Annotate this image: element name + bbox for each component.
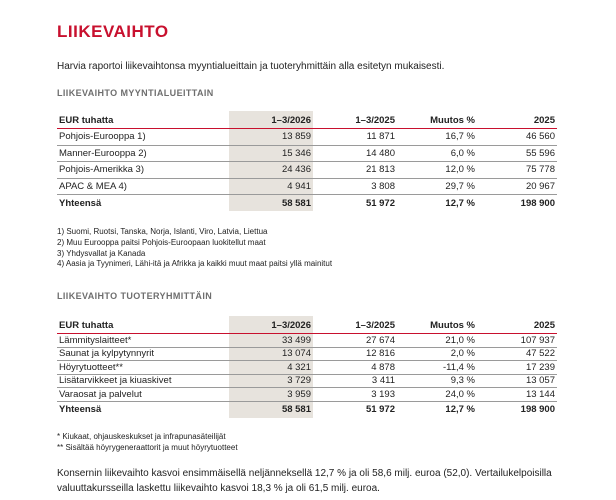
table-total-row <box>57 401 557 418</box>
table-header-row <box>57 111 557 129</box>
closing-paragraph: Konsernin liikevaihto kasvoi ensimmäisellä neljänneksellä 12,7 % ja oli 58,6 milj. euroa (52,0). Vertailukelpoisilla valuuttakursseilla laskettu liikevaihto kasvoi 18,3 % ja oli 61,5 milj. euroa. <box>57 468 552 494</box>
cell-change: 9,3 % <box>397 374 477 388</box>
table-row <box>57 334 557 348</box>
cell-current: 3 729 <box>229 374 313 388</box>
cell-previous: 3 411 <box>313 374 397 388</box>
table-row <box>57 178 557 195</box>
cell-year: 13 144 <box>477 388 557 402</box>
footnote: 3) Yhdysvallat ja Kanada <box>57 248 146 258</box>
cell-current: 4 941 <box>229 178 313 195</box>
cell-year: 46 560 <box>477 129 557 146</box>
cell-current: 13 074 <box>229 347 313 361</box>
cell-current: 15 346 <box>229 145 313 162</box>
footnote: 1) Suomi, Ruotsi, Tanska, Norja, Islanti, Viro, Latvia, Liettua <box>57 227 268 236</box>
cell-previous: 12 816 <box>313 347 397 361</box>
row-label: APAC & MEA 4) <box>57 178 229 195</box>
cell-change: 2,0 % <box>397 347 477 361</box>
column-header: 2025 <box>477 111 557 129</box>
column-header: EUR tuhatta <box>57 316 229 334</box>
cell-current: 4 321 <box>229 361 313 375</box>
table-row <box>57 129 557 146</box>
cell-previous: 3 193 <box>313 388 397 402</box>
footnote: 2) Muu Eurooppa paitsi Pohjois-Euroopaan luokitellut maat <box>57 237 266 247</box>
cell-change: 6,0 % <box>397 145 477 162</box>
row-label: Lämmityslaitteet* <box>57 334 229 348</box>
cell-year: 20 967 <box>477 178 557 195</box>
footnote: ** Sisältää höyrygeneraattorit ja muut höyrytuotteet <box>57 442 238 452</box>
column-header: 1–3/2026 <box>229 111 313 129</box>
row-label: Pohjois-Eurooppa 1) <box>57 129 229 146</box>
cell-current: 13 859 <box>229 129 313 146</box>
cell-current: 3 959 <box>229 388 313 402</box>
column-header: 1–3/2026 <box>229 316 313 334</box>
cell-change: 24,0 % <box>397 388 477 402</box>
intro-text: Harvia raportoi liikevaihtonsa myyntialueittain ja tuoteryhmittäin alla esitetyn mukaisesti. <box>57 61 445 72</box>
total-previous: 51 972 <box>313 195 397 212</box>
row-label: Manner-Eurooppa 2) <box>57 145 229 162</box>
footnote: * Kiukaat, ohjauskeskukset ja infrapunasäteilijät <box>57 432 226 441</box>
cell-year: 55 596 <box>477 145 557 162</box>
cell-previous: 4 878 <box>313 361 397 375</box>
column-header: EUR tuhatta <box>57 111 229 129</box>
cell-change: 21,0 % <box>397 334 477 348</box>
cell-year: 107 937 <box>477 334 557 348</box>
cell-year: 75 778 <box>477 162 557 179</box>
total-current: 58 581 <box>229 195 313 212</box>
row-label: Saunat ja kylpytynnyrit <box>57 347 229 361</box>
cell-change: 16,7 % <box>397 129 477 146</box>
column-header: Muutos % <box>397 111 477 129</box>
table-row <box>57 374 557 388</box>
row-label: Lisätarvikkeet ja kiuaskivet <box>57 374 229 388</box>
total-change: 12,7 % <box>397 195 477 212</box>
total-year: 198 900 <box>477 195 557 212</box>
table-row <box>57 347 557 361</box>
column-header: 1–3/2025 <box>313 316 397 334</box>
product-section-heading: LIIKEVAIHTO TUOTERYHMITTÄIN <box>57 291 213 301</box>
table-total-row <box>57 195 557 212</box>
page-title: LIIKEVAIHTO <box>57 22 169 41</box>
cell-previous: 21 813 <box>313 162 397 179</box>
total-label: Yhteensä <box>57 195 229 212</box>
total-label: Yhteensä <box>57 401 229 418</box>
table-row <box>57 162 557 179</box>
column-header: 1–3/2025 <box>313 111 397 129</box>
row-label: Höyrytuotteet** <box>57 361 229 375</box>
column-header: Muutos % <box>397 316 477 334</box>
row-label: Pohjois-Amerikka 3) <box>57 162 229 179</box>
cell-change: 12,0 % <box>397 162 477 179</box>
row-label: Varaosat ja palvelut <box>57 388 229 402</box>
cell-current: 24 436 <box>229 162 313 179</box>
product-revenue-table <box>57 316 557 418</box>
cell-year: 13 057 <box>477 374 557 388</box>
table-row <box>57 145 557 162</box>
region-footnotes <box>57 227 332 270</box>
total-year: 198 900 <box>477 401 557 418</box>
footnote: 4) Aasia ja Tyynimeri, Lähi-itä ja Afrikka ja kaikki muut maat paitsi yllä mainitut <box>57 259 333 269</box>
table-row <box>57 361 557 375</box>
cell-change: -11,4 % <box>397 361 477 375</box>
table-header-row <box>57 316 557 334</box>
table-row <box>57 388 557 402</box>
cell-change: 29,7 % <box>397 178 477 195</box>
total-current: 58 581 <box>229 401 313 418</box>
cell-previous: 11 871 <box>313 129 397 146</box>
cell-current: 33 499 <box>229 334 313 348</box>
cell-previous: 3 808 <box>313 178 397 195</box>
region-section-heading: LIIKEVAIHTO MYYNTIALUEITTAIN <box>57 88 214 98</box>
total-previous: 51 972 <box>313 401 397 418</box>
product-footnotes <box>57 432 238 454</box>
column-header: 2025 <box>477 316 557 334</box>
region-revenue-table <box>57 111 557 211</box>
cell-year: 17 239 <box>477 361 557 375</box>
total-change: 12,7 % <box>397 401 477 418</box>
cell-previous: 27 674 <box>313 334 397 348</box>
cell-year: 47 522 <box>477 347 557 361</box>
cell-previous: 14 480 <box>313 145 397 162</box>
